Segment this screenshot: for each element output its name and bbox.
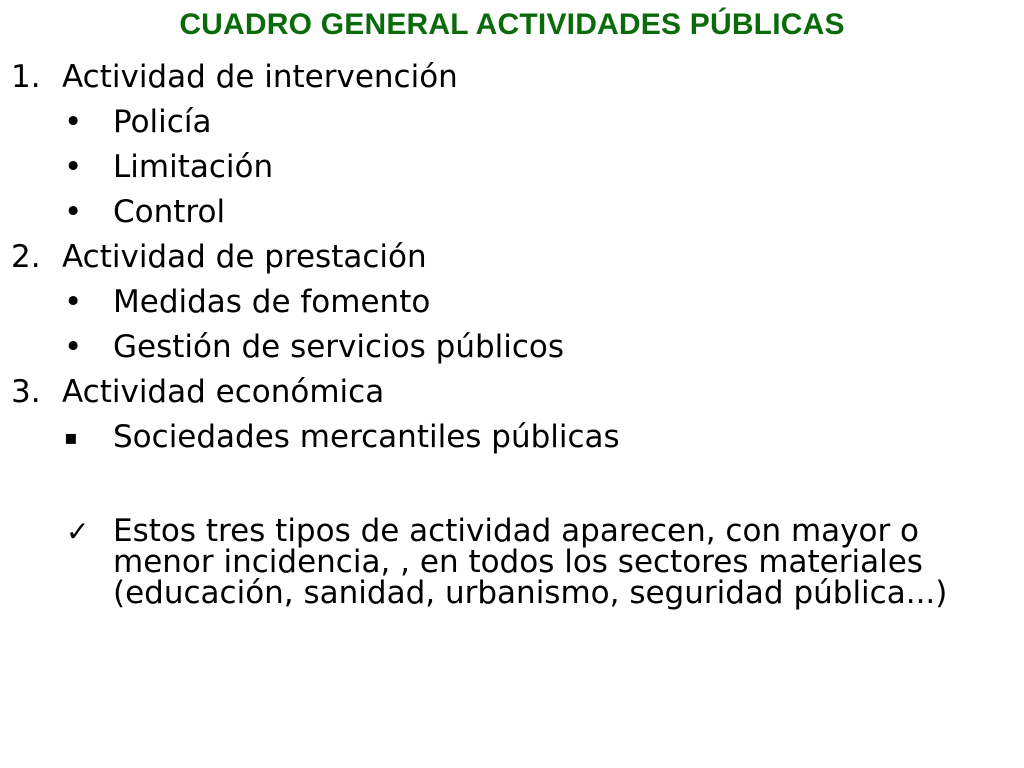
list-item-policia [0,101,1024,146]
square-bullet-icon: ▪ [64,425,78,449]
bullet-icon: • [64,194,83,230]
bullet-icon: • [64,104,83,140]
list-item-limitacion [0,146,1024,191]
list-item-sociedades-mercantiles [0,416,1024,461]
bullet-icon: • [64,284,83,320]
list-item-activity-intervention [0,56,1024,101]
list-item-activity-prestacion [0,236,1024,281]
list-item-medidas-fomento [0,281,1024,326]
list-item-text: Policía [113,104,212,140]
summary-note-text: Estos tres tipos de actividad aparecen, con mayor o menor incidencia, , en todos los sectores materiales (educación, sanidad, urbanismo, seguridad pública...) [113,513,948,611]
list-item-text: Actividad de prestación [62,239,427,275]
list-item-text: Control [113,194,226,230]
list-item-gestion-servicios [0,326,1024,371]
list-item-text: Medidas de fomento [113,284,431,320]
list-item-text: Actividad de intervención [62,59,458,95]
list-item-activity-economica [0,371,1024,416]
number-marker: 1. [11,59,41,95]
bullet-icon: • [64,329,83,365]
list-item-text: Limitación [113,149,274,185]
list-item-text: Actividad económica [62,374,385,410]
number-marker: 2. [11,239,41,275]
checkmark-icon: ✓ [66,515,90,548]
bullet-icon: • [64,149,83,185]
list-item-text: Gestión de servicios públicos [113,329,565,365]
activity-list [0,56,1024,461]
list-item-control [0,191,1024,236]
list-item-text: Sociedades mercantiles públicas [113,419,620,455]
number-marker: 3. [11,374,41,410]
slide-title: CUADRO GENERAL ACTIVIDADES PÚBLICAS [179,8,845,41]
